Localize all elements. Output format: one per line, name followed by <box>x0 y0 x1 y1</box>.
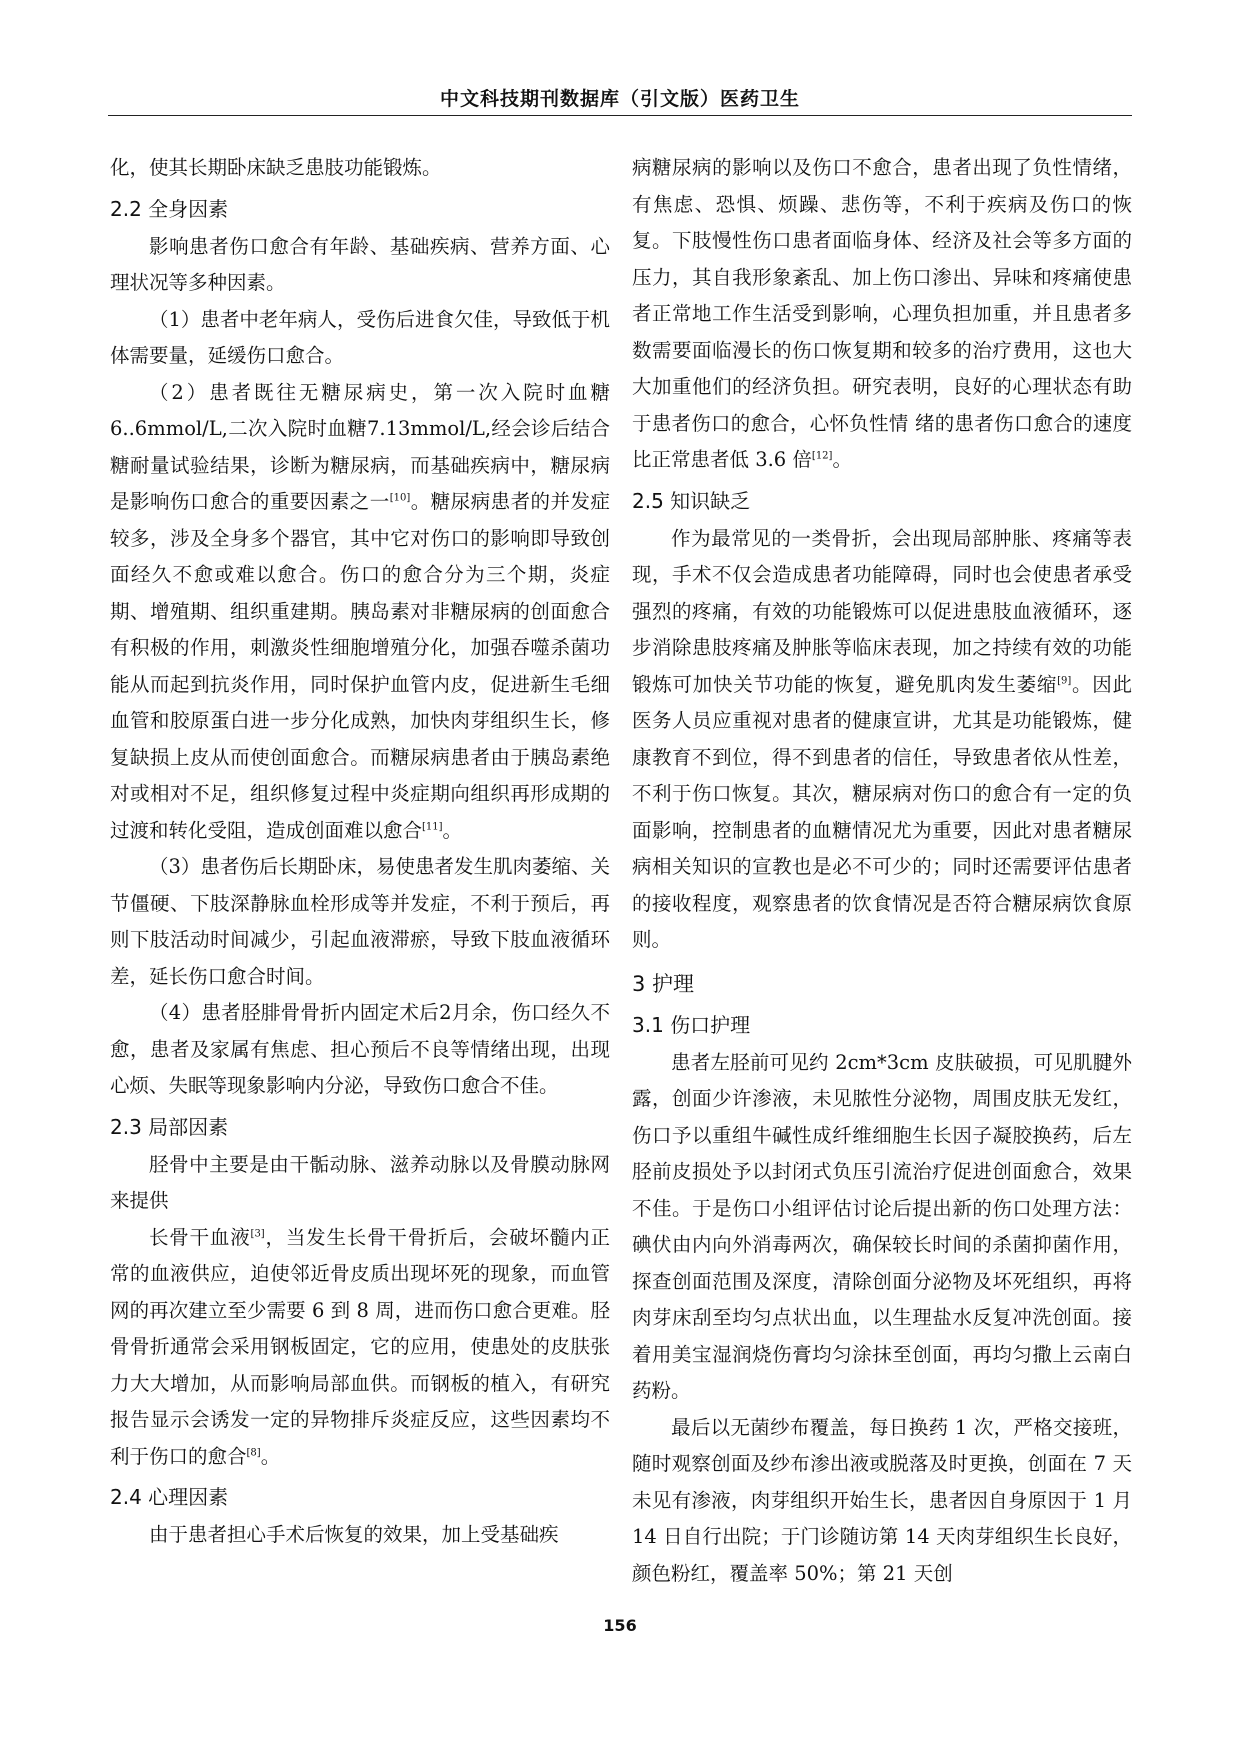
text-run: 。 <box>832 448 852 471</box>
paragraph-continuation: 化，使其长期卧床缺乏患肢功能锻炼。 <box>110 156 442 179</box>
citation-ref: [8] <box>246 1447 261 1458</box>
citation-ref: [3] <box>250 1228 265 1239</box>
text-run: ，当发生长骨干骨折后，会破坏髓内正常的血液供应，迫使邻近骨皮质出现坏死的现象，而血管网的再次建立至少需要 6 到 8 周，进而伤口愈合更难。胫骨骨折通常会采用钢板固定，它的应用，使患处的皮肤张力大大增加，从而影响局部血供。而钢板的植入，有研究报告显示会诱发一定的异物排斥炎症反应，这些因素均不利于伤口的愈合 <box>110 1225 610 1468</box>
paragraph: 最后以无菌纱布覆盖，每日换药 1 次，严格交接班，随时观察创面及纱布渗出液或脱落及时更换，创面在 7 天未见有渗液，肉芽组织开始生长，患者因自身原因于 1 月 14 日自行出院；于门诊随访第 14 天肉芽组织生长良好，颜色粉红，覆盖率 50%；第 21 天创 <box>632 1415 1132 1585</box>
text-run: 。 <box>260 1444 281 1468</box>
paragraph: 影响患者伤口愈合有年龄、基础疾病、营养方面、心理状况等多种因素。 <box>110 234 610 294</box>
paragraph: 患者左胫前可见约 2cm*3cm 皮肤破损，可见肌腱外露，创面少许渗液，未见脓性分泌物，周围皮肤无发红，伤口予以重组牛碱性成纤维细胞生长因子凝胶换药，后左胫前皮损处予以封闭式负压引流治疗促进创面愈合，效果不佳。于是伤口小组评估讨论后提出新的伤口处理方法：碘伏由内向外消毒两次，确保较长时间的杀菌抑菌作用，探查创面范围及深度，清除创面分泌物及坏死组织，再将肉芽床刮至均匀点状出血，以生理盐水反复冲洗创面。接着用美宝湿润烧伤膏均匀涂抹至创面，再均匀撒上云南白药粉。 <box>632 1050 1132 1402</box>
text-run: 。糖尿病患者的并发症较多，涉及全身多个器官，其中它对伤口的影响即导致创面经久不愈或难以愈合。伤口的愈合分为三个期，炎症期、增殖期、组织重建期。胰岛素对非糖尿病的创面愈合有积极的作用，刺激炎性细胞增殖分化，加强吞噬杀菌功能从而起到抗炎作用，同时保护血管内皮，促进新生毛细血管和胶原蛋白进一步分化成熟，加快肉芽组织生长，修复缺损上皮从而使创面愈合。而糖尿病患者由于胰岛素绝对或相对不足，组织修复过程中炎症期向组织再形成期的过渡和转化受阻，造成创面难以愈合 <box>110 490 610 842</box>
citation-ref: [9] <box>1057 675 1072 686</box>
section-heading-3: 3 护理 <box>632 971 695 996</box>
header-rule <box>108 115 1132 116</box>
paragraph: 由于患者担心手术后恢复的效果，加上受基础疾 <box>149 1523 559 1546</box>
paragraph: 胫骨中主要是由干骺动脉、滋养动脉以及骨膜动脉网来提供 <box>110 1152 610 1212</box>
text-run: 。 <box>442 818 463 842</box>
section-heading-2-5: 2.5 知识缺乏 <box>632 488 751 513</box>
citation-ref: [12] <box>811 450 833 462</box>
citation-ref: [11] <box>422 821 443 832</box>
journal-header: 中文科技期刊数据库（引文版）医药卫生 <box>439 88 800 110</box>
left-column <box>110 150 610 1554</box>
paragraph-continuation <box>632 150 1132 479</box>
text-run: 病糖尿病的影响以及伤口不愈合，患者出现了负性情绪，有焦虑、恐惧、烦躁、悲伤等，不利于疾病及伤口的恢复。下肢慢性伤口患者面临身体、经济及社会等多方面的压力，其自我形象紊乱、加上伤口渗出、异味和疼痛使患者正常地工作生活受到影响，心理负担加重，并且患者多数需要面临漫长的伤口恢复期和较多的治疗费用，这也大大加重他们的经济负担。研究表明，良好的心理状态有助于患者伤口的愈合，心怀负性情 绪的患者伤口愈合的速度比正常患者低 3.6 倍 <box>632 156 1132 471</box>
paragraph <box>632 521 1132 959</box>
text-run: （2）患者既往无糖尿病史，第一次入院时血糖6..6mmol/L,二次入院时血糖7.13mmol/L,经会诊后结合糖耐量试验结果，诊断为糖尿病，而基础疾病中，糖尿病是影响伤口愈合的重要因素之一 <box>110 380 610 513</box>
text-run: 作为最常见的一类骨折，会出现局部肿胀、疼痛等表现，手术不仅会造成患者功能障碍，同时也会使患者承受强烈的疼痛，有效的功能锻炼可以促进患肢血液循环，逐步消除患肢疼痛及肿胀等临床表现，加之持续有效的功能锻炼可加快关节功能的恢复，避免肌肉发生萎缩 <box>632 526 1132 696</box>
text-run: 。因此医务人员应重视对患者的健康宣讲，尤其是功能锻炼，健康教育不到位，得不到患者的信任，导致患者依从性差，不利于伤口恢复。其次，糖尿病对伤口的愈合有一定的负面影响，控制患者的血糖情况尤为重要，因此对患者糖尿病相关知识的宣教也是必不可少的；同时还需要评估患者的接收程度，观察患者的饮食情况是否符合糖尿病饮食原则。 <box>632 672 1132 951</box>
paragraph: （1）患者中老年病人，受伤后进食欠佳，导致低于机体需要量，延缓伤口愈合。 <box>110 307 610 367</box>
paragraph: （4）患者胫腓骨骨折内固定术后2月余，伤口经久不愈，患者及家属有焦虑、担心预后不良等情绪出现，出现心烦、失眠等现象影响内分泌，导致伤口愈合不佳。 <box>110 1001 610 1097</box>
section-heading-3-1: 3.1 伤口护理 <box>632 1012 751 1037</box>
section-heading-2-4: 2.4 心理因素 <box>110 1485 229 1509</box>
page-number: 156 <box>603 1616 637 1635</box>
section-heading-2-3: 2.3 局部因素 <box>110 1114 229 1139</box>
right-column <box>632 150 1132 1592</box>
paragraph <box>110 375 610 850</box>
section-heading-2-2: 2.2 全身因素 <box>110 196 229 221</box>
citation-ref: [10] <box>389 492 411 504</box>
paragraph: （3）患者伤后长期卧床，易使患者发生肌肉萎缩、关节僵硬、下肢深静脉血栓形成等并发症，不利于预后，再则下肢活动时间减少，引起血液滞瘀，导致下肢血液循环差，延长伤口愈合时间。 <box>110 855 610 988</box>
paragraph <box>110 1220 610 1476</box>
text-run: 长骨干血液 <box>149 1225 251 1249</box>
